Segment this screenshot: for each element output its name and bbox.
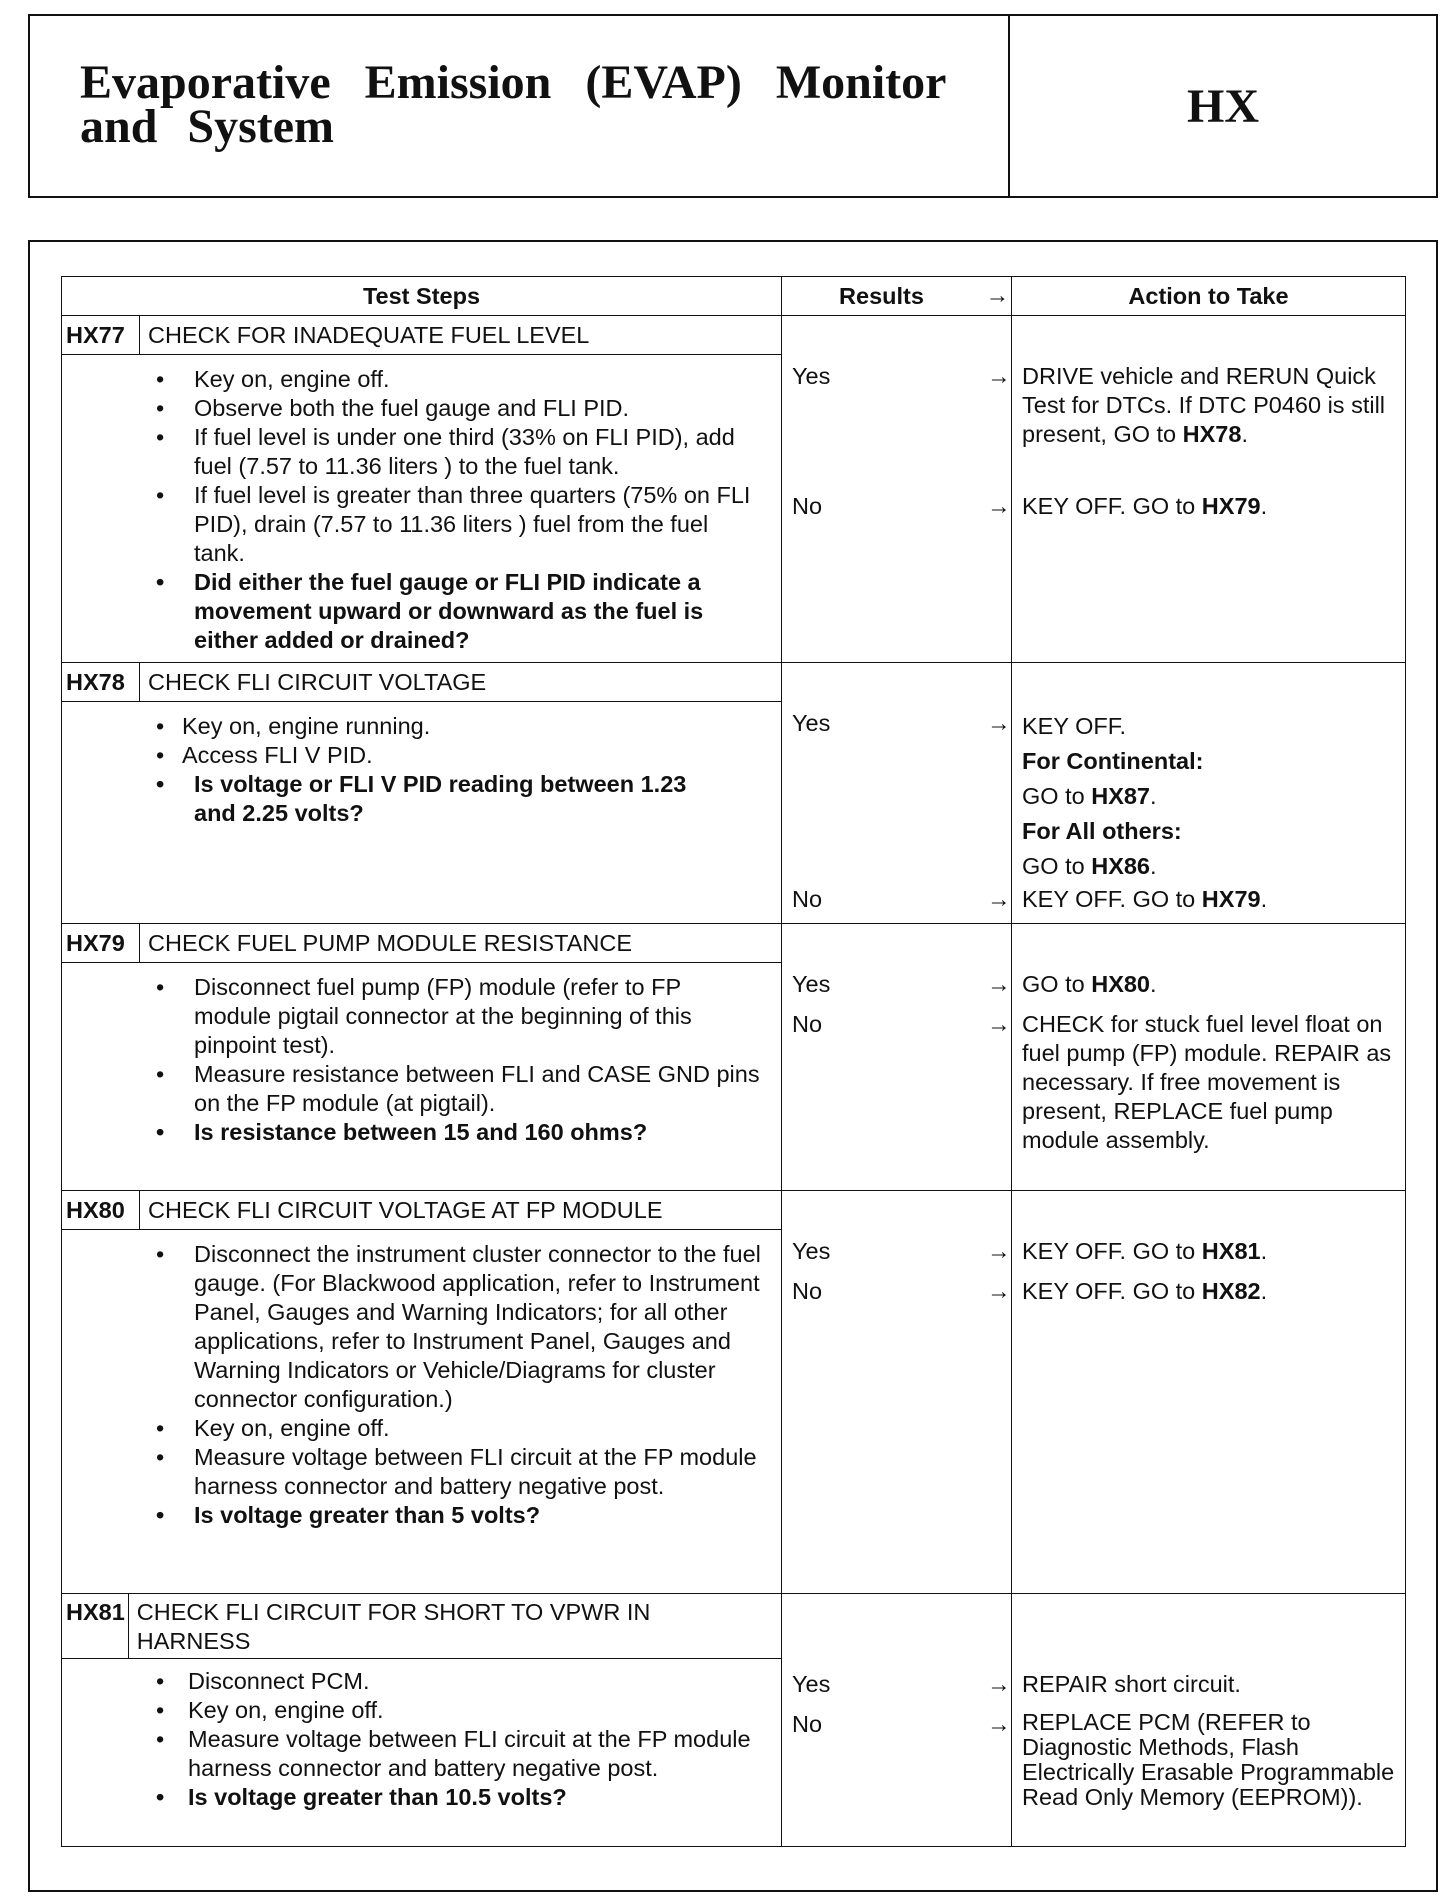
bullet-item: • Measure resistance between FLI and CASE GND pins on the FP module (at pigtail). (62, 1060, 781, 1118)
action-text: . (1260, 886, 1268, 912)
action-text: . (1150, 853, 1157, 879)
action-no: REPLACE PCM (REFER to Diagnostic Methods, Flash Electrically Erasable Programmable Read Only Memory (EEPROM)). (1022, 1709, 1395, 1810)
action-subheading: For All others: (1022, 818, 1182, 844)
step-row-hx77 (62, 316, 1406, 663)
results-cell (782, 1191, 1012, 1594)
page-header (28, 14, 1438, 198)
step-row-hx80 (62, 1191, 1406, 1594)
step-bullets (62, 963, 781, 1153)
result-no (792, 885, 1011, 914)
step-title: CHECK FUEL PUMP MODULE RESISTANCE (148, 929, 633, 956)
action-yes (1022, 970, 1397, 999)
action-ref: HX80 (1091, 971, 1151, 997)
action-text: KEY OFF. GO to (1022, 886, 1202, 912)
col-header-results (782, 277, 1012, 316)
action-text: . (1150, 971, 1157, 997)
step-row-hx81 (62, 1594, 1406, 1847)
action-text: . (1260, 1278, 1268, 1304)
result-yes (792, 1670, 1011, 1699)
step-cell (62, 1594, 782, 1847)
action-ref: HX81 (1201, 1238, 1261, 1264)
result-label: Yes (792, 1671, 831, 1697)
table-header-row (62, 277, 1406, 316)
step-title: CHECK FLI CIRCUIT FOR SHORT TO VPWR IN HARNESS (136, 1599, 651, 1654)
action-text: . (1260, 1238, 1268, 1264)
bullet-item: • Measure voltage between FLI circuit at the FP module harness connector and battery negative post. (62, 1725, 781, 1783)
result-yes (792, 362, 1011, 391)
step-heading (62, 1191, 781, 1230)
action-text: GO to (1022, 971, 1092, 997)
result-yes (792, 970, 1011, 999)
step-cell (62, 316, 782, 663)
col-header-results-label: Results (839, 283, 924, 309)
action-ref: HX82 (1201, 1278, 1261, 1304)
step-heading (62, 663, 781, 702)
bullet-item: • Disconnect PCM. (62, 1667, 781, 1696)
bullet-item: • If fuel level is greater than three quarters (75% on FLI PID), drain (7.57 to 11.36 liters ) fuel from the fuel tank. (62, 481, 781, 568)
action-subheading: For Continental: (1022, 748, 1204, 774)
action-no (1022, 492, 1397, 521)
step-bullets (62, 1659, 781, 1818)
action-yes (1022, 1237, 1397, 1266)
action-cell (1012, 663, 1406, 924)
step-id: HX80 (62, 1191, 140, 1229)
arrow-icon: → (987, 1011, 1011, 1037)
action-text: . (1241, 421, 1248, 447)
bullet-item: • Key on, engine off. (62, 1696, 781, 1725)
bullet-question: • Did either the fuel gauge or FLI PID indicate a movement upward or downward as the fuel is either added or drained? (62, 568, 781, 655)
arrow-icon: → (987, 1238, 1011, 1264)
arrow-icon: → (987, 363, 1011, 389)
title-line-2: and System (80, 100, 335, 153)
step-bullets (62, 355, 781, 661)
bullet-item: • Access FLI V PID. (62, 741, 781, 770)
step-title: CHECK FLI CIRCUIT VOLTAGE AT FP MODULE (148, 1196, 663, 1223)
results-cell (782, 316, 1012, 663)
action-no (1022, 1277, 1397, 1306)
col-header-action: Action to Take (1012, 277, 1406, 316)
step-cell (62, 663, 782, 924)
results-cell (782, 924, 1012, 1191)
title-line-1: Evaporative Emission (EVAP) Monitor (80, 56, 947, 109)
action-line (1022, 779, 1397, 814)
step-row-hx78 (62, 663, 1406, 924)
step-title: CHECK FLI CIRCUIT VOLTAGE (148, 668, 487, 695)
action-text: GO to (1022, 783, 1092, 809)
action-text: . (1150, 783, 1157, 809)
step-cell (62, 924, 782, 1191)
result-label: Yes (792, 710, 831, 736)
bullet-item: • Key on, engine off. (62, 1414, 781, 1443)
arrow-icon: → (987, 493, 1011, 519)
arrow-icon: → (985, 282, 1009, 308)
arrow-icon: → (987, 1711, 1011, 1737)
action-line (1022, 849, 1397, 884)
result-yes (792, 709, 1011, 738)
action-text: KEY OFF. GO to (1022, 493, 1202, 519)
step-heading (62, 1594, 781, 1659)
action-cell (1012, 316, 1406, 663)
action-text: KEY OFF. GO to (1022, 1238, 1202, 1264)
action-cell (1012, 1191, 1406, 1594)
result-no (792, 1710, 1011, 1739)
arrow-icon: → (987, 1278, 1011, 1304)
result-label: Yes (792, 363, 831, 389)
action-text: KEY OFF. GO to (1022, 1278, 1202, 1304)
step-id: HX81 (62, 1594, 129, 1658)
result-label: No (792, 1711, 823, 1737)
action-cell (1012, 924, 1406, 1191)
results-cell (782, 663, 1012, 924)
results-cell (782, 1594, 1012, 1847)
result-no (792, 492, 1011, 521)
action-ref: HX79 (1201, 886, 1261, 912)
bullet-item: • If fuel level is under one third (33% on FLI PID), add fuel (7.57 to 11.36 liters ) to the fuel tank. (62, 423, 781, 481)
arrow-icon: → (987, 710, 1011, 736)
action-ref: HX78 (1182, 421, 1242, 447)
test-steps-table (61, 276, 1406, 1847)
bullet-question: • Is voltage greater than 10.5 volts? (62, 1783, 781, 1812)
bullet-question: • Is voltage greater than 5 volts? (62, 1501, 781, 1530)
result-label: Yes (792, 971, 831, 997)
result-label: Yes (792, 1238, 831, 1264)
bullet-item: • Key on, engine off. (62, 365, 781, 394)
action-yes (1022, 362, 1397, 449)
bullet-item: • Disconnect the instrument cluster connector to the fuel gauge. (For Blackwood application, refer to Instrument Panel, Gauges and Warning Indicators; for all other applications, refer to Instrument Panel, Gauges and Warning Indicators or Vehicle/Diagrams for cluster connector configuration.) (62, 1240, 781, 1414)
action-cell (1012, 1594, 1406, 1847)
step-id: HX78 (62, 663, 140, 701)
action-text: . (1260, 493, 1268, 519)
bullet-item: • Disconnect fuel pump (FP) module (refer to FP module pigtail connector at the beginning of this pinpoint test). (62, 973, 781, 1060)
bullet-item: • Observe both the fuel gauge and FLI PID. (62, 394, 781, 423)
bullet-item: • Key on, engine running. (62, 712, 781, 741)
arrow-icon: → (987, 886, 1011, 912)
result-yes (792, 1237, 1011, 1266)
result-label: No (792, 493, 823, 519)
arrow-icon: → (987, 971, 1011, 997)
step-row-hx79 (62, 924, 1406, 1191)
step-cell (62, 1191, 782, 1594)
action-text: GO to (1022, 853, 1092, 879)
bullet-question: • Is voltage or FLI V PID reading between 1.23 and 2.25 volts? (62, 770, 781, 828)
arrow-icon: → (987, 1671, 1011, 1697)
result-label: No (792, 1278, 823, 1304)
action-yes: REPAIR short circuit. (1022, 1671, 1241, 1697)
bullet-item: • Measure voltage between FLI circuit at the FP module harness connector and battery negative post. (62, 1443, 781, 1501)
action-no: CHECK for stuck fuel level float on fuel pump (FP) module. REPAIR as necessary. If free movement is present, REPLACE fuel pump module assembly. (1022, 1011, 1392, 1153)
action-yes (1022, 709, 1397, 884)
section-code: HX (1187, 79, 1259, 133)
step-bullets (62, 1230, 781, 1536)
col-header-steps: Test Steps (62, 277, 782, 316)
result-no (792, 1010, 1011, 1039)
action-ref: HX79 (1201, 493, 1261, 519)
result-label: No (792, 886, 823, 912)
step-id: HX79 (62, 924, 140, 962)
result-label: No (792, 1011, 823, 1037)
action-text: DRIVE vehicle and RERUN Quick Test for DTCs. If DTC P0460 is still present, GO to (1022, 363, 1386, 447)
step-id: HX77 (62, 316, 140, 354)
result-no (792, 1277, 1011, 1306)
bullet-question: • Is resistance between 15 and 160 ohms? (62, 1118, 781, 1147)
step-heading (62, 924, 781, 963)
action-ref: HX86 (1091, 853, 1151, 879)
step-bullets (62, 702, 781, 834)
action-text: KEY OFF. (1022, 713, 1127, 739)
action-ref: HX87 (1091, 783, 1151, 809)
step-title: CHECK FOR INADEQUATE FUEL LEVEL (148, 321, 590, 348)
step-heading (62, 316, 781, 355)
action-no (1022, 885, 1397, 914)
page-title (30, 16, 1010, 196)
